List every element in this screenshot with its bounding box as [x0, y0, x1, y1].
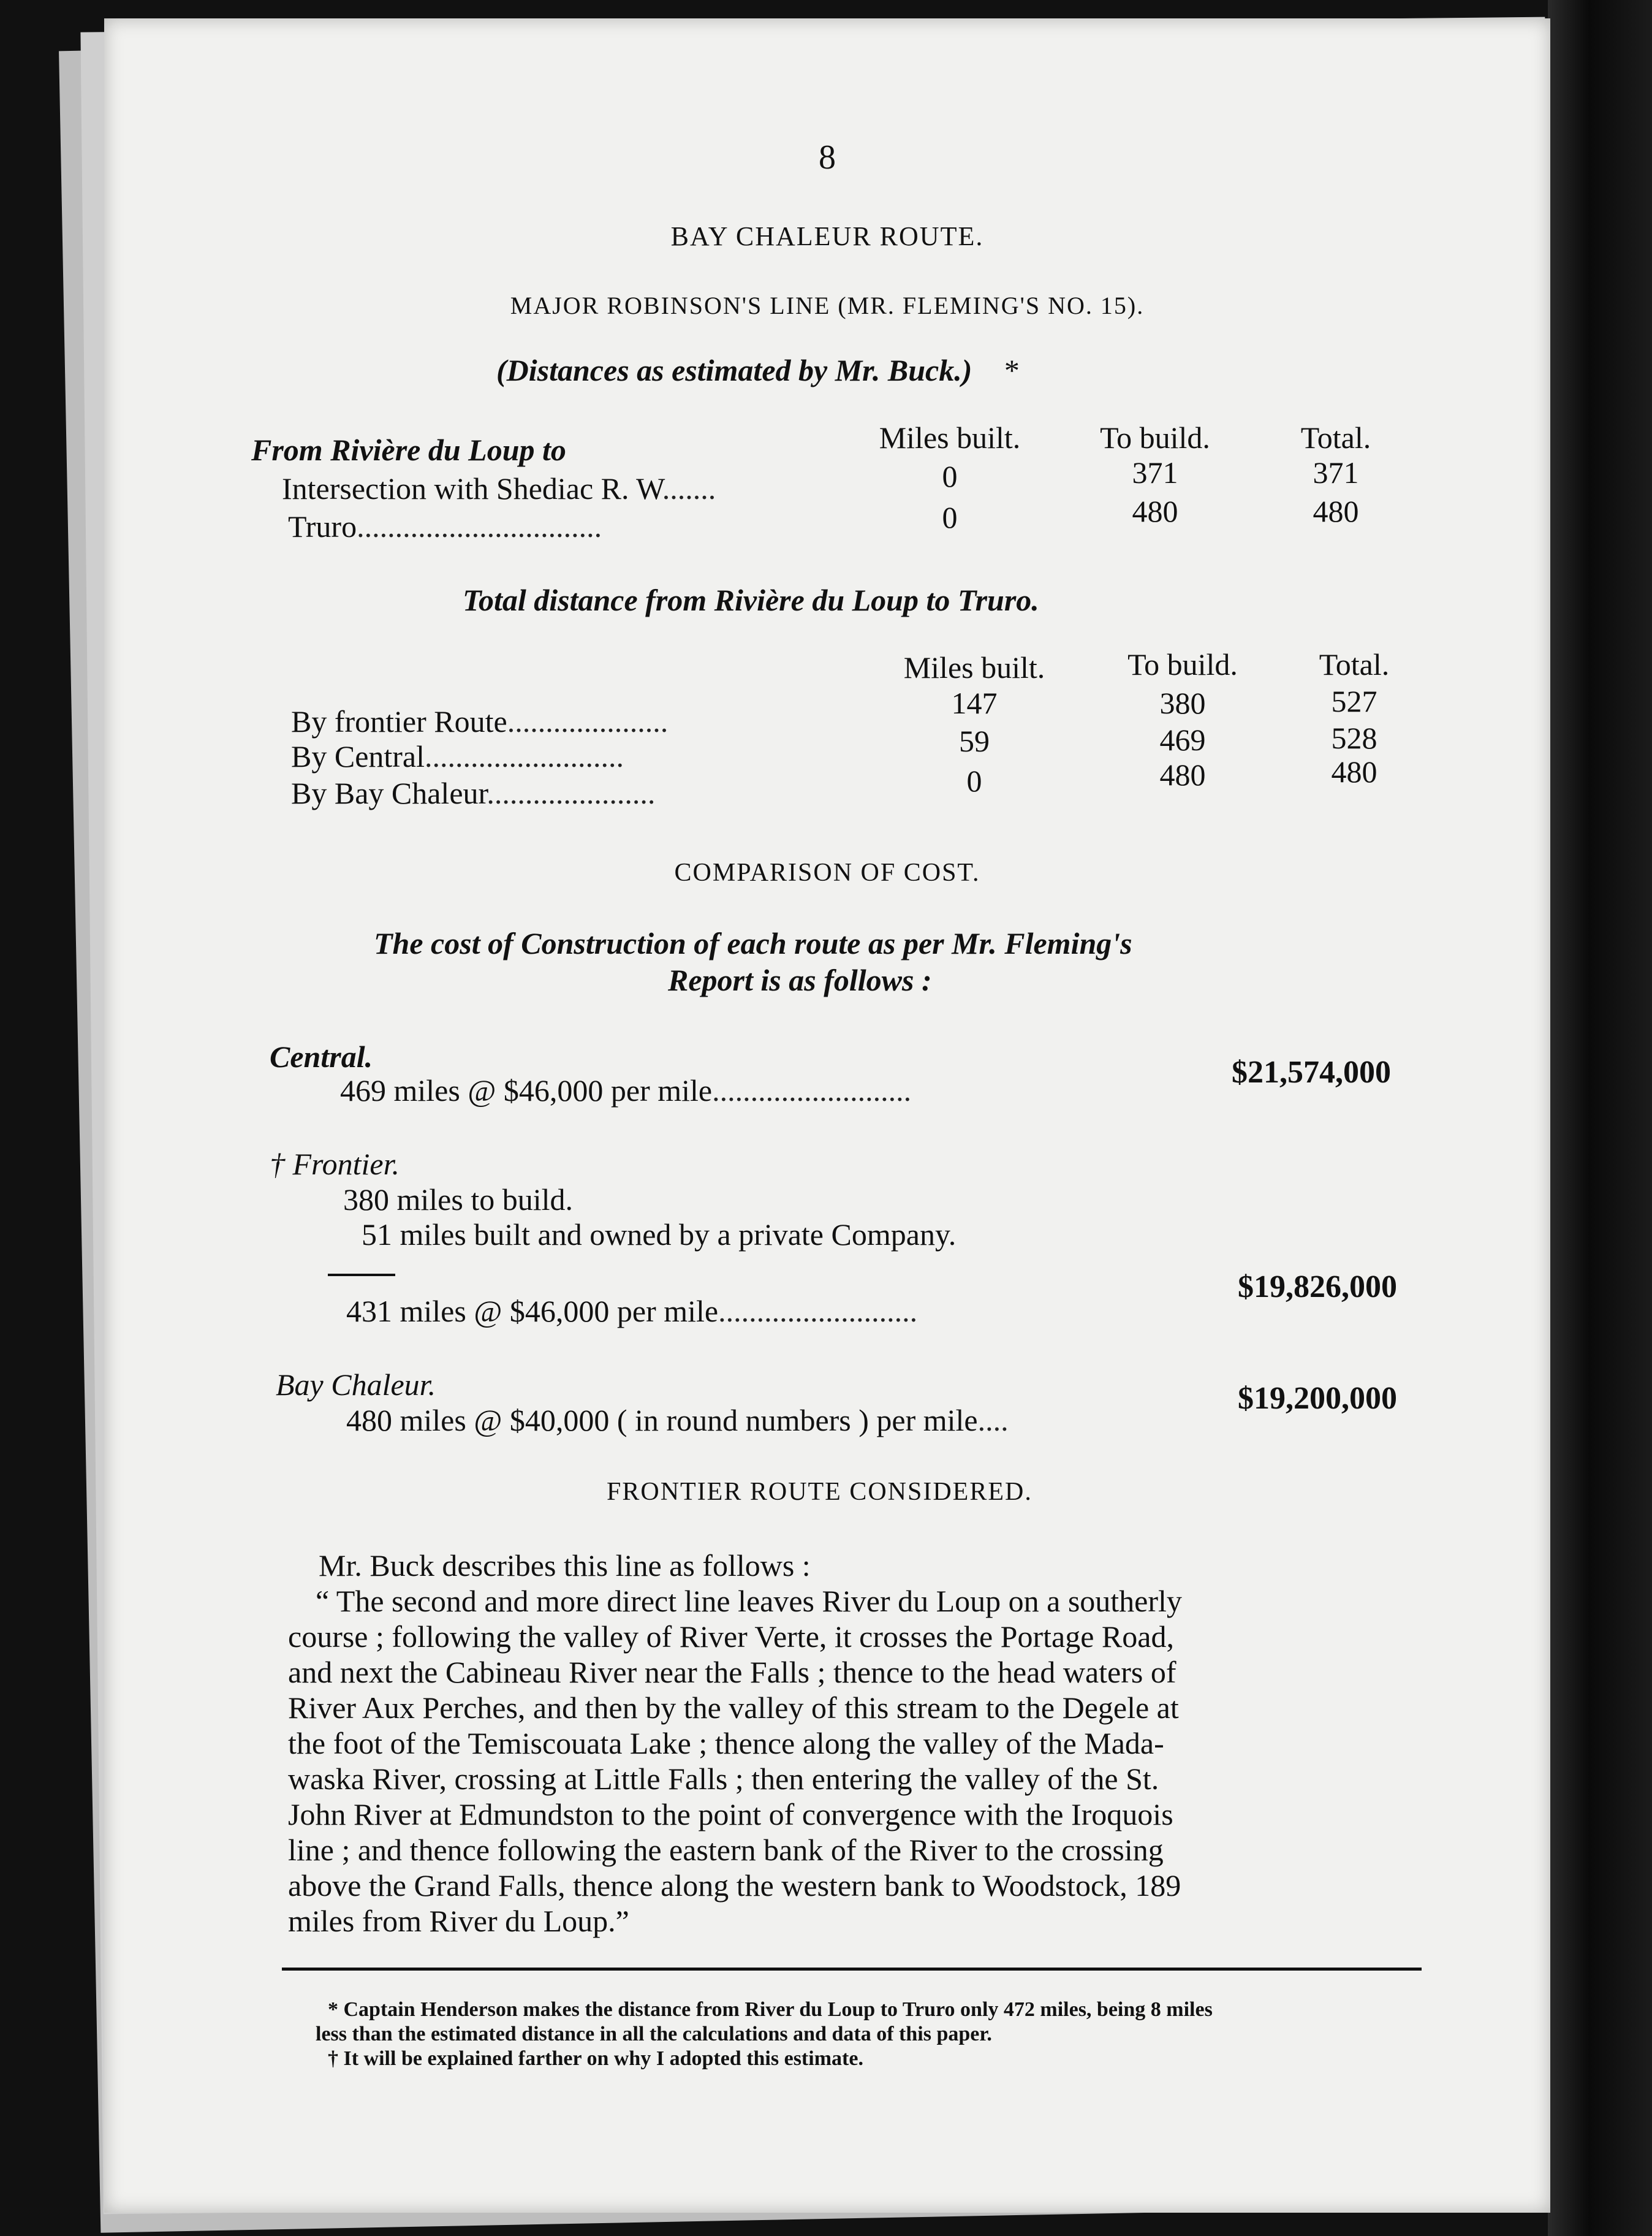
frontier-total-text: 431 miles @ $46,000 per mile — [346, 1294, 719, 1328]
table2-cell-built: 147 — [951, 686, 998, 720]
footnote-1-line1: * Captain Henderson makes the distance from River du Loup to Truro only 472 miles, being 8 miles — [328, 1998, 1213, 2021]
paragraph-line: River Aux Perches, and then by the valley of this stream to the Degele at — [288, 1690, 1179, 1725]
table2-row-label — [291, 775, 655, 811]
comparison-heading: COMPARISON OF COST. — [674, 859, 980, 887]
bay-chaleur-dots: .... — [977, 1403, 1009, 1437]
table2-row-label — [291, 704, 668, 739]
table1-row-dots: ................................ — [357, 509, 602, 544]
distances-note: (Distances as estimated by Mr. Buck.) — [496, 353, 972, 387]
table1-cell-to-build: 480 — [1132, 494, 1178, 528]
frontier-route-heading: FRONTIER ROUTE CONSIDERED. — [607, 1478, 1032, 1506]
frontier-line3 — [346, 1293, 917, 1329]
table2-header-to-build: To build. — [1127, 647, 1238, 682]
distances-note-row — [496, 352, 1020, 388]
table2-cell-to-build: 469 — [1159, 723, 1206, 757]
paragraph-line: John River at Edmundston to the point of convergence with the Iroquois — [288, 1797, 1173, 1831]
bay-chaleur-amount: $19,200,000 — [1238, 1381, 1397, 1416]
bay-chaleur-text: 480 miles @ $40,000 ( in round numbers ) per mile — [346, 1403, 978, 1437]
paragraph-line: line ; and thence following the eastern bank of the River to the crossing — [288, 1833, 1164, 1867]
route-heading: BAY CHALEUR ROUTE. — [670, 221, 984, 251]
table2-row-dots: ..................... — [507, 704, 669, 739]
central-amount: $21,574,000 — [1232, 1055, 1391, 1090]
table2-cell-total: 527 — [1331, 684, 1377, 718]
paragraph-line: “ The second and more direct line leaves River du Loup on a southerly — [316, 1584, 1182, 1618]
frontier-sum-rule — [328, 1274, 395, 1276]
table1-cell-built: 0 — [942, 500, 958, 534]
table2-header-total: Total. — [1319, 647, 1390, 682]
document-page — [104, 18, 1550, 2213]
table1-cell-built: 0 — [942, 459, 958, 493]
table1-cell-total: 480 — [1313, 494, 1359, 528]
footnote-2: † It will be explained farther on why I adopted this estimate. — [328, 2047, 863, 2070]
frontier-amount: $19,826,000 — [1238, 1269, 1397, 1304]
table1-row-name: Intersection with Shediac R. W — [282, 471, 662, 506]
table1-cell-to-build: 371 — [1132, 455, 1178, 490]
table2-cell-built: 0 — [966, 764, 982, 798]
frontier-dots: .......................... — [718, 1294, 918, 1328]
footnote-rule — [282, 1968, 1422, 1971]
table2-cell-built: 59 — [959, 724, 990, 758]
cost-intro-line2: Report is as follows : — [668, 963, 932, 997]
paragraph-line: the foot of the Temiscouata Lake ; thence along the valley of the Mada- — [288, 1726, 1164, 1760]
table1-header-built: Miles built. — [879, 420, 1021, 455]
table1-header-to-build: To build. — [1100, 420, 1210, 455]
asterisk-mark: * — [1004, 353, 1020, 387]
bay-chaleur-label: Bay Chaleur. — [276, 1367, 436, 1402]
table2-row-label — [291, 739, 624, 774]
line-subheading: MAJOR ROBINSON'S LINE (MR. FLEMING'S NO. 15). — [510, 292, 1145, 319]
total-distance-heading: Total distance from Rivière du Loup to Truro. — [463, 583, 1039, 617]
central-text: 469 miles @ $46,000 per mile — [340, 1073, 713, 1108]
table2-cell-to-build: 380 — [1159, 686, 1206, 720]
table1-row-label — [282, 471, 716, 506]
paragraph-line: waska River, crossing at Little Falls ; then entering the valley of the St. — [288, 1762, 1159, 1796]
frontier-line2: 51 miles built and owned by a private Company. — [362, 1217, 957, 1252]
footnote-1-line2: less than the estimated distance in all the calculations and data of this paper. — [316, 2023, 992, 2045]
page-number: 8 — [819, 139, 836, 177]
table1-from-label: From Rivière du Loup to — [251, 433, 566, 467]
bay-chaleur-line — [346, 1402, 1009, 1438]
book-binding — [1548, 0, 1652, 2236]
table1-cell-total: 371 — [1313, 455, 1359, 490]
table2-row-dots: .......................... — [425, 739, 624, 774]
central-line — [340, 1073, 911, 1108]
table2-cell-total: 480 — [1331, 755, 1377, 789]
frontier-label: † Frontier. — [270, 1147, 400, 1181]
table1-header-total: Total. — [1300, 420, 1371, 455]
table2-row-dots: ...................... — [487, 776, 656, 810]
paragraph-line: above the Grand Falls, thence along the western bank to Woodstock, 189 — [288, 1868, 1181, 1903]
table2-row-name: By Bay Chaleur — [291, 776, 487, 810]
frontier-line1: 380 miles to build. — [343, 1182, 573, 1217]
table2-header-built: Miles built. — [903, 650, 1045, 685]
central-dots: .......................... — [712, 1073, 912, 1108]
table2-row-name: By Central — [291, 739, 425, 774]
table1-row-name: Truro — [288, 509, 357, 544]
central-label: Central. — [270, 1040, 373, 1074]
table1-row-dots: ....... — [662, 471, 716, 506]
paragraph-line: Mr. Buck describes this line as follows : — [319, 1548, 811, 1583]
paragraph-line: course ; following the valley of River Verte, it crosses the Portage Road, — [288, 1619, 1174, 1654]
table2-cell-total: 528 — [1331, 721, 1377, 755]
paragraph-line: and next the Cabineau River near the Falls ; thence to the head waters of — [288, 1655, 1176, 1689]
table2-row-name: By frontier Route — [291, 704, 507, 739]
table2-cell-to-build: 480 — [1159, 758, 1206, 792]
cost-intro-line1: The cost of Construction of each route as per Mr. Fleming's — [374, 926, 1132, 960]
paragraph-line: miles from River du Loup.” — [288, 1904, 629, 1938]
table1-row-label — [288, 509, 602, 544]
